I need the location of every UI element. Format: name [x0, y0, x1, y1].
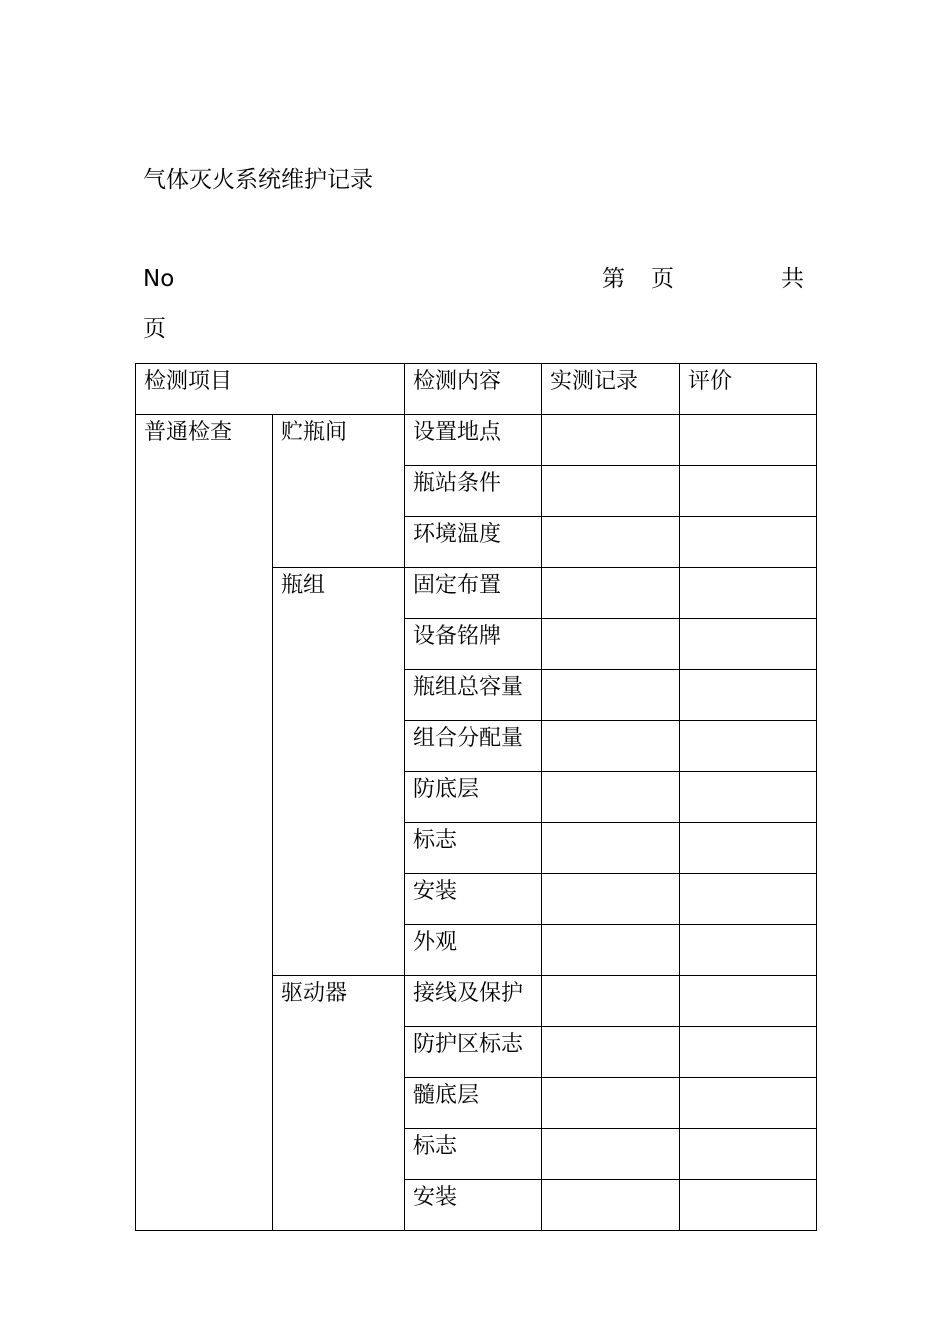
- evaluation-cell[interactable]: [680, 1027, 817, 1078]
- record-cell[interactable]: [542, 670, 680, 721]
- content-cell: 瓶站条件: [405, 466, 542, 517]
- content-cell: 瓶组总容量: [405, 670, 542, 721]
- content-cell: 安装: [405, 874, 542, 925]
- maintenance-record-table: [135, 363, 817, 1231]
- content-cell: 组合分配量: [405, 721, 542, 772]
- header-inspection-item: 检测项目: [136, 364, 405, 415]
- record-cell[interactable]: [542, 976, 680, 1027]
- record-cell[interactable]: [542, 517, 680, 568]
- content-cell: 安装: [405, 1180, 542, 1231]
- group-cell: 瓶组: [273, 568, 405, 976]
- content-cell: 髓底层: [405, 1078, 542, 1129]
- content-cell: 环境温度: [405, 517, 542, 568]
- table-header-row: [136, 364, 817, 415]
- evaluation-cell[interactable]: [680, 466, 817, 517]
- record-cell[interactable]: [542, 1078, 680, 1129]
- page-suffix: 页: [651, 266, 674, 292]
- record-cell[interactable]: [542, 619, 680, 670]
- content-cell: 防底层: [405, 772, 542, 823]
- content-cell: 设置地点: [405, 415, 542, 466]
- content-cell: 固定布置: [405, 568, 542, 619]
- record-cell[interactable]: [542, 415, 680, 466]
- evaluation-cell[interactable]: [680, 823, 817, 874]
- header-measured-record: 实测记录: [542, 364, 680, 415]
- page-number-label: [602, 262, 674, 296]
- evaluation-cell[interactable]: [680, 925, 817, 976]
- category-cell: 普通检查: [136, 415, 273, 1231]
- group-cell: 驱动器: [273, 976, 405, 1231]
- record-number-label: No: [143, 266, 175, 292]
- page-prefix: 第: [602, 266, 625, 292]
- record-cell[interactable]: [542, 1180, 680, 1231]
- header-inspection-content: 检测内容: [405, 364, 542, 415]
- evaluation-cell[interactable]: [680, 1129, 817, 1180]
- group-cell: 贮瓶间: [273, 415, 405, 568]
- total-pages-suffix: 页: [143, 316, 166, 342]
- content-cell: 标志: [405, 1129, 542, 1180]
- record-cell[interactable]: [542, 721, 680, 772]
- content-cell: 设备铭牌: [405, 619, 542, 670]
- content-cell: 接线及保护: [405, 976, 542, 1027]
- evaluation-cell[interactable]: [680, 772, 817, 823]
- header-evaluation: 评价: [680, 364, 817, 415]
- record-cell[interactable]: [542, 874, 680, 925]
- evaluation-cell[interactable]: [680, 415, 817, 466]
- evaluation-cell[interactable]: [680, 721, 817, 772]
- record-cell[interactable]: [542, 466, 680, 517]
- document-title: 气体灭火系统维护记录: [143, 167, 373, 193]
- evaluation-cell[interactable]: [680, 517, 817, 568]
- record-cell[interactable]: [542, 1129, 680, 1180]
- evaluation-cell[interactable]: [680, 568, 817, 619]
- evaluation-cell[interactable]: [680, 1078, 817, 1129]
- evaluation-cell[interactable]: [680, 874, 817, 925]
- record-cell[interactable]: [542, 925, 680, 976]
- evaluation-cell[interactable]: [680, 1180, 817, 1231]
- evaluation-cell[interactable]: [680, 670, 817, 721]
- table-row: [136, 415, 817, 466]
- record-cell[interactable]: [542, 772, 680, 823]
- content-cell: 外观: [405, 925, 542, 976]
- content-cell: 防护区标志: [405, 1027, 542, 1078]
- content-cell: 标志: [405, 823, 542, 874]
- record-cell[interactable]: [542, 568, 680, 619]
- evaluation-cell[interactable]: [680, 976, 817, 1027]
- record-cell[interactable]: [542, 823, 680, 874]
- total-pages-prefix: 共: [781, 266, 804, 292]
- evaluation-cell[interactable]: [680, 619, 817, 670]
- record-cell[interactable]: [542, 1027, 680, 1078]
